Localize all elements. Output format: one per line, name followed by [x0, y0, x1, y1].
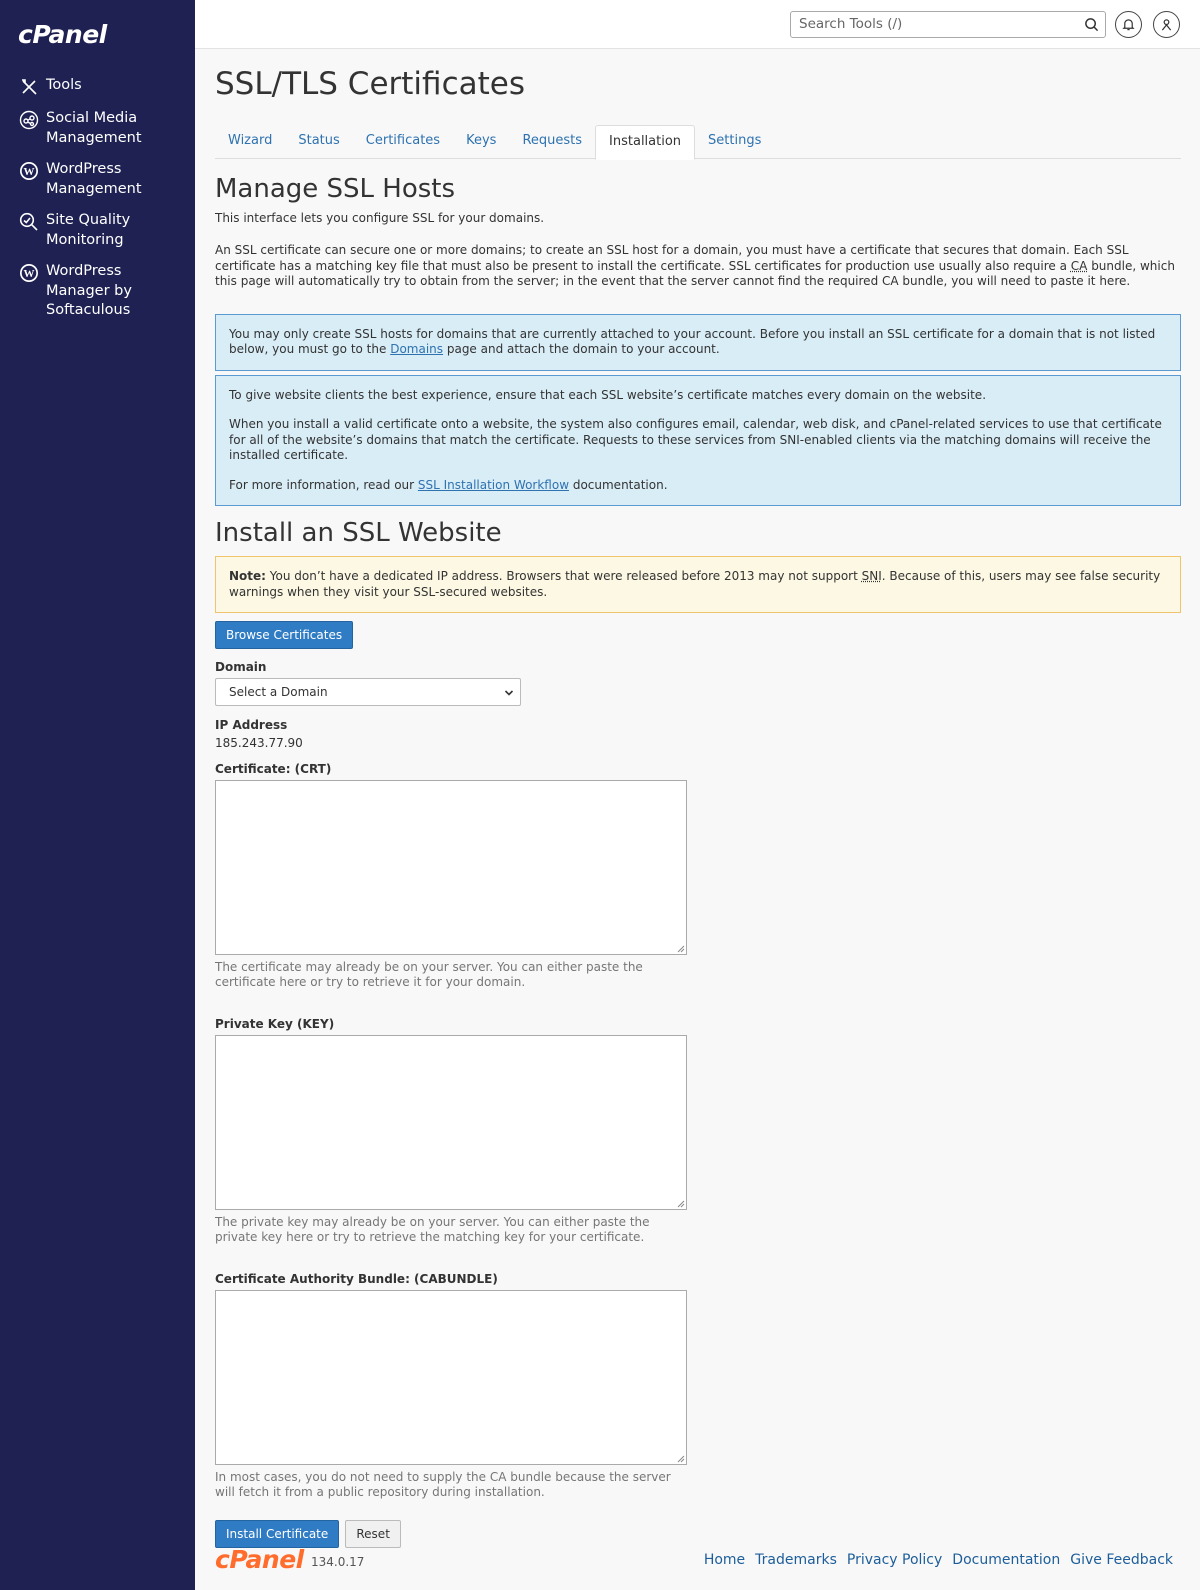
- sidebar-item-wordpress-manager[interactable]: [0, 262, 195, 321]
- footer-cpanel-logo: cPanel: [215, 1545, 304, 1574]
- info-text: To give website clients the best experience, ensure that each SSL website’s certificate matches every domain on the website.: [229, 387, 987, 402]
- ca-abbr: CA: [1070, 258, 1088, 273]
- search-input[interactable]: [790, 11, 1106, 38]
- domains-info-alert: You may only create SSL hosts for domains that are currently attached to your account. Before you install an SSL certificate for a domain that is not listed below, you must go to the Domains page and attach the domain to your account.: [215, 314, 1181, 371]
- tab-status[interactable]: Status: [298, 133, 340, 148]
- manage-intro: This interface lets you configure SSL for your domains.: [215, 211, 545, 225]
- social-media-icon: [19, 110, 39, 130]
- domain-select[interactable]: [215, 678, 521, 706]
- wordpress-icon: [19, 263, 39, 283]
- user-icon: [1160, 18, 1173, 31]
- tab-bar: [215, 125, 1181, 159]
- sidebar-item-tools[interactable]: [0, 76, 195, 97]
- sidebar-item-social-media[interactable]: [0, 109, 195, 148]
- certificate-textarea[interactable]: [215, 780, 687, 955]
- wordpress-icon: [19, 161, 39, 181]
- sidebar-item-label: WordPress Manager by Softaculous: [46, 263, 132, 318]
- footer-link-give-feedback[interactable]: Give Feedback: [1070, 1552, 1173, 1568]
- ip-address-label: IP Address: [215, 718, 288, 732]
- browse-certificates-button[interactable]: Browse Certificates: [215, 621, 353, 649]
- sidebar-item-site-quality[interactable]: [0, 211, 195, 250]
- private-key-textarea[interactable]: [215, 1035, 687, 1210]
- reset-button[interactable]: Reset: [345, 1520, 401, 1548]
- svg-text:W: W: [23, 268, 35, 280]
- manage-description: An SSL certificate can secure one or more domains; to create an SSL host for a domain, you must have a certificate that secures that domain. Each SSL certificate has a matching key file that must also be present to install the certificate. SSL certificates for production use usually also require a CA bundle, which this page will automatically try to obtain from the server; in the event that the server cannot find the required CA bundle, you will need to paste it here.: [215, 243, 1175, 288]
- domain-select-value: Select a Domain: [229, 685, 328, 699]
- sidebar: [0, 0, 195, 1590]
- page-title: SSL/TLS Certificates: [215, 66, 525, 102]
- private-key-label: Private Key (KEY): [215, 1017, 335, 1031]
- sidebar-item-label: Social Media Management: [46, 110, 142, 146]
- sidebar-item-label: Tools: [46, 77, 82, 93]
- sidebar-item-label: WordPress Management: [46, 161, 142, 197]
- info-text: When you install a valid certificate onto a website, the system also configures email, calendar, web disk, and cPanel-related services to use that certificate for all of the website’s domains that match the certificate. Requests to these services from SNI-enabled clients via the matching domains will receive the installed certificate.: [229, 417, 1162, 462]
- site-quality-icon: [19, 212, 39, 232]
- ca-bundle-help: In most cases, you do not need to supply the CA bundle because the server will fetch it from a public repository during installation.: [215, 1470, 671, 1499]
- private-key-help: The private key may already be on your server. You can either paste the private key here or try to retrieve the matching key for your certificate.: [215, 1215, 650, 1244]
- domain-label: Domain: [215, 660, 267, 674]
- tab-wizard[interactable]: Wizard: [228, 133, 273, 148]
- resize-handle-icon[interactable]: [677, 1455, 685, 1463]
- user-button[interactable]: [1153, 11, 1180, 38]
- main-content: [215, 49, 1181, 1548]
- domains-link[interactable]: Domains: [390, 342, 444, 356]
- footer-links: [704, 1552, 1173, 1568]
- footer-link-privacy-policy[interactable]: Privacy Policy: [846, 1552, 943, 1568]
- top-bar: [195, 0, 1200, 49]
- ca-bundle-label: Certificate Authority Bundle: (CABUNDLE): [215, 1272, 498, 1286]
- tab-settings[interactable]: Settings: [708, 133, 762, 148]
- chevron-down-icon: [504, 688, 514, 698]
- sidebar-item-label: Site Quality Monitoring: [46, 212, 131, 248]
- cpanel-logo[interactable]: cPanel: [18, 20, 107, 49]
- install-certificate-button[interactable]: Install Certificate: [215, 1520, 339, 1548]
- install-ssl-heading: Install an SSL Website: [215, 518, 502, 548]
- tab-certificates[interactable]: Certificates: [365, 133, 441, 148]
- sidebar-item-wordpress-management[interactable]: [0, 160, 195, 199]
- dedicated-ip-warning: Note: You don’t have a dedicated IP address. Browsers that were released before 2013 may not support SNI. Because of this, users may see false security warnings when they visit your SSL-secured websites.: [215, 556, 1181, 613]
- footer: [215, 1545, 1181, 1575]
- sidebar-nav: [0, 76, 195, 333]
- resize-handle-icon[interactable]: [677, 945, 685, 953]
- certificate-label: Certificate: (CRT): [215, 762, 332, 776]
- footer-link-home[interactable]: Home: [703, 1552, 746, 1568]
- tab-requests[interactable]: Requests: [522, 133, 583, 148]
- tab-installation[interactable]: Installation: [595, 125, 695, 160]
- tools-icon: [19, 77, 39, 97]
- resize-handle-icon[interactable]: [677, 1200, 685, 1208]
- sni-info-alert: To give website clients the best experience, ensure that each SSL website’s certificate matches every domain on the website. When you install a valid certificate onto a website, the system also configures email, calendar, web disk, and cPanel-related services to use that certificate for all of the website’s domains that match the certificate. Requests to these services from SNI-enabled clients via the matching domains will receive the installed certificate. For more information, read our SSL Installation Workflow documentation.: [215, 375, 1181, 507]
- tab-keys[interactable]: Keys: [466, 133, 497, 148]
- manage-ssl-heading: Manage SSL Hosts: [215, 174, 456, 204]
- ca-bundle-textarea[interactable]: [215, 1290, 687, 1465]
- ip-address-value: 185.243.77.90: [215, 736, 303, 750]
- svg-text:W: W: [23, 166, 35, 178]
- certificate-help: The certificate may already be on your server. You can either paste the certificate here or try to retrieve it for your domain.: [215, 960, 643, 989]
- search-placeholder: Search Tools (/): [799, 16, 903, 32]
- version: 134.0.17: [311, 1555, 365, 1569]
- search-icon[interactable]: [1084, 17, 1099, 32]
- sni-abbr: SNI: [861, 569, 882, 583]
- notifications-button[interactable]: [1115, 11, 1142, 38]
- footer-link-documentation[interactable]: Documentation: [952, 1552, 1061, 1568]
- ssl-installation-workflow-link[interactable]: SSL Installation Workflow: [417, 477, 570, 492]
- bell-icon: [1122, 18, 1135, 31]
- footer-link-trademarks[interactable]: Trademarks: [755, 1552, 837, 1568]
